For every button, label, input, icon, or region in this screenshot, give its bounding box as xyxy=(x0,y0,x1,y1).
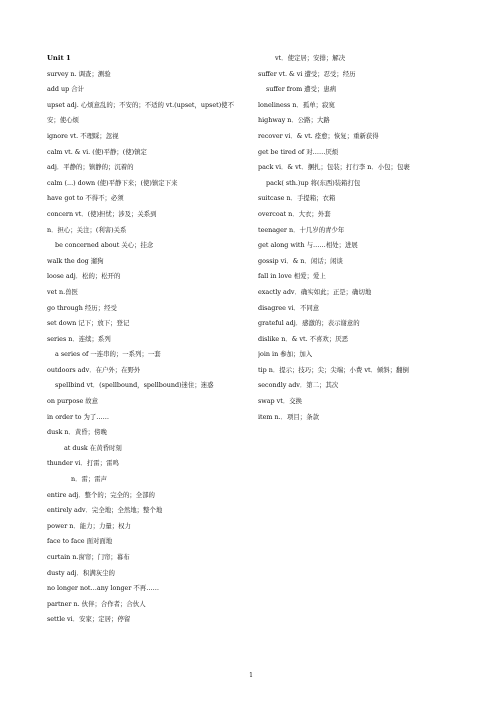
vocab-entry: n．雷；雷声 xyxy=(71,475,108,484)
vocab-entry: disagree vi．不同意 xyxy=(258,303,320,312)
vocab-entry: pack vi．& vt．捆扎；包装；打行李 n．小包；包裹 xyxy=(258,163,410,172)
vocab-entry: outdoors adv．在户外；在野外 xyxy=(47,365,141,374)
vocab-entry: set down 记下；放下；登记 xyxy=(47,319,130,328)
vocab-entry: teenager n．十几岁的青少年 xyxy=(258,225,345,234)
right-column xyxy=(258,51,458,425)
vocab-entry: vet n.兽医 xyxy=(47,287,78,296)
left-column xyxy=(47,51,242,628)
vocab-entry: get be tired of 对……厌烦 xyxy=(258,147,339,156)
vocab-entry: fall in love 相爱；爱上 xyxy=(258,272,326,281)
vocab-entry: add up 合计 xyxy=(47,85,85,94)
vocab-entry: vt．使定居；安排；解决 xyxy=(275,54,346,62)
vocab-entry: suffer from 遭受；患病 xyxy=(266,85,337,94)
vocab-entry: ignore vt. 不理睬；忽视 xyxy=(47,131,119,140)
vocab-entry: get along with 与……相处；进展 xyxy=(258,241,358,250)
vocab-entry: gossip vi．& n．闲话；闲谈 xyxy=(258,256,343,265)
vocab-entry: exactly adv．确实如此；正是；确切地 xyxy=(258,287,372,296)
vocab-entry: power n．能力；力量；权力 xyxy=(47,521,131,530)
vocab-entry: concern vt．(使)担忧；涉及；关系到 xyxy=(47,209,157,218)
vocab-entry: no longer not…any longer 不再…… xyxy=(47,584,159,593)
vocab-entry: walk the dog 遛狗 xyxy=(47,256,104,265)
vocab-entry: overcoat n．大衣；外套 xyxy=(258,209,331,218)
vocab-entry: be concerned about 关心；挂念 xyxy=(55,241,154,250)
vocab-entry: loneliness n．孤单；寂寞 xyxy=(258,100,335,109)
vocab-entry: in order to 为了…… xyxy=(47,412,110,421)
vocab-entry: secondly adv．第二；其次 xyxy=(258,381,339,390)
vocab-entry: partner n. 伙伴；合作者；合伙人 xyxy=(47,599,146,608)
vocab-entry: series n．连续；系列 xyxy=(47,334,111,343)
vocab-entry: calm (...) down (使)平静下来；(使)镇定下来 xyxy=(47,178,178,187)
vocab-entry: on purpose 故意 xyxy=(47,397,99,406)
vocab-entry: suitcase n．手提箱；衣箱 xyxy=(258,194,336,203)
vocab-entry: survey n. 调查；测验 xyxy=(47,69,111,78)
vocab-entry: settle vi．安家；定居；停留 xyxy=(47,615,131,624)
vocab-entry: swap vt．交换 xyxy=(258,397,303,406)
vocab-entry: loose adj．松的；松开的 xyxy=(47,272,121,281)
vocab-entry: at dusk 在黄昏时刻 xyxy=(64,443,122,452)
vocab-entry: item n.．项目；条款 xyxy=(258,412,319,421)
vocab-entry: a series of 一连串的；一系列；一套 xyxy=(55,350,161,359)
vocab-entry: suffer vt. & vi 遭受；忍受；经历 xyxy=(258,69,356,78)
vocab-entry: pack( sth.)up 将(东西)装箱打包 xyxy=(266,178,361,187)
vocab-entry: calm vt. & vi. (使)平静；(使)镇定 xyxy=(47,147,147,156)
vocab-entry: tip n．提示；技巧；尖；尖端；小费 vt．倾斜；翻倒 xyxy=(258,365,409,374)
vocab-entry: entirely adv．完全地；全然地；整个地 xyxy=(47,506,163,515)
vocab-entry: n．担心；关注；(利害)关系 xyxy=(47,225,127,234)
vocab-entry: spellbind vt．(spellbound，spellbound)迷住；迷惑 xyxy=(55,381,214,390)
vocab-entry: recover vi．& vt. 痊愈；恢复；重新获得 xyxy=(258,131,379,140)
vocab-entry: dusty adj．积满灰尘的 xyxy=(47,568,115,577)
vocab-entry: thunder vi．打雷；雷鸣 xyxy=(47,459,119,468)
vocab-entry: grateful adj．感激的；表示谢意的 xyxy=(258,319,360,328)
vocab-entry: entire adj．整个的；完全的；全部的 xyxy=(47,490,155,499)
vocab-entry: join in 参加；加入 xyxy=(258,350,313,359)
vocab-entry: highway n．公路；大路 xyxy=(258,116,330,125)
page-number: 1 xyxy=(249,672,253,679)
vocab-entry: dislike n．& vt. 不喜欢；厌恶 xyxy=(258,334,348,343)
vocab-entry: curtain n.窗帘；门帘；幕布 xyxy=(47,553,130,561)
vocab-entry: dusk n．黄昏；傍晚 xyxy=(47,428,107,437)
unit-heading: Unit 1 xyxy=(47,54,71,62)
vocab-entry: adj．平静的；镇静的；沉着的 xyxy=(47,163,134,172)
vocab-entry: have got to 不得不；必须 xyxy=(47,194,124,203)
vocab-entry: upset adj. 心烦意乱的；不安的；不适的 vt.(upset，upset)使不安；使心烦 xyxy=(47,100,234,125)
vocab-entry: go through 经历；经受 xyxy=(47,303,117,312)
vocab-entry: face to face 面对面地 xyxy=(47,537,113,546)
